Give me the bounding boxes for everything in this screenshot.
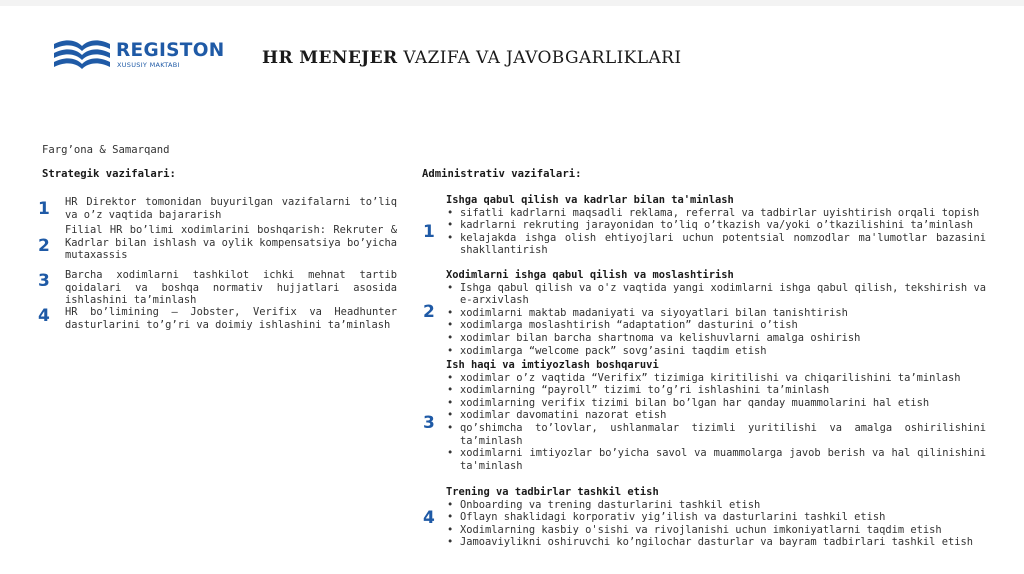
list-item: • xodimlar o’z vaqtida “Verifix” tizimiga kiritilishi va chiqarilishini ta’minlash <box>446 372 986 385</box>
list-item: • xodimlar davomatini nazorat etish <box>446 409 986 422</box>
registon-logo <box>52 34 225 78</box>
bullet-list <box>446 207 986 257</box>
list-item: • xodimlarni maktab madaniyati va siyoyatlari bilan tanishtirish <box>446 307 986 320</box>
admin-number-3: 3 <box>423 413 435 433</box>
admin-block-title: Ish haqi va imtiyozlash boshqaruvi <box>446 359 659 371</box>
bullet-list <box>446 372 986 473</box>
strategic-heading: Strategik vazifalari: <box>42 168 176 180</box>
strategic-item-1: HR Direktor tomonidan buyurilgan vazifalarni to’liq va o’z vaqtida bajararish <box>65 196 397 221</box>
admin-number-1: 1 <box>423 222 435 242</box>
list-item: • xodimlarning verifix tizimi bilan bo’lgan har qanday muammolarini hal etish <box>446 397 986 410</box>
list-item: • Onboarding va trening dasturlarini tashkil etish <box>446 499 986 512</box>
strategic-number-2: 2 <box>38 236 50 256</box>
admin-block-onboarding <box>446 269 986 357</box>
admin-block-payroll <box>446 359 986 472</box>
list-item: • xodimlarni imtiyozlar bo’yicha savol va muammolarga javob berish va hal qilinishini ta'minlash <box>446 447 986 472</box>
admin-block-training <box>446 486 986 549</box>
admin-number-4: 4 <box>423 508 435 528</box>
list-item: • Jamoaviylikni oshiruvchi ko’ngilochar dasturlar va bayram tadbirlari tashkil etish <box>446 536 986 549</box>
list-item: • sifatli kadrlarni maqsadli reklama, referral va tadbirlar uyishtirish orqali topish <box>446 207 986 220</box>
strategic-number-4: 4 <box>38 306 50 326</box>
list-item: • xodimlarga “welcome pack” sovg’asini taqdim etish <box>446 345 986 358</box>
book-wave-icon <box>52 34 112 76</box>
admin-block-title: Xodimlarni ishga qabul qilish va moslashtirish <box>446 269 734 281</box>
brand-subtitle: XUSUSIY MAKTABI <box>117 61 180 69</box>
admin-number-2: 2 <box>423 302 435 322</box>
list-item: • Ishga qabul qilish va o'z vaqtida yangi xodimlarni ishga qabul qilish, tekshirish va e-arxivlash <box>446 282 986 307</box>
strategic-item-4: HR bo’limining – Jobster, Verifix va Headhunter dasturlarini to’g’ri va doimiy ishlashini ta’minlash <box>65 306 397 331</box>
title-rest: VAZIFA VA JAVOBGARLIKLARI <box>397 48 682 68</box>
admin-block-recruiting <box>446 194 986 257</box>
list-item: • xodimlarning “payroll” tizimi to’g’ri ishlashini ta’minlash <box>446 384 986 397</box>
bullet-list <box>446 499 986 549</box>
list-item: • kadrlarni rekruting jarayonidan to’liq o’tkazish va/yoki o’tkazilishini ta’minlash <box>446 219 986 232</box>
list-item: • kelajakda ishga olish ehtiyojlari uchun potentsial nomzodlar ma'lumotlar bazasini shakllantirish <box>446 232 986 257</box>
bullet-list <box>446 282 986 358</box>
title-bold: HR MENEJER <box>262 48 398 68</box>
strategic-number-1: 1 <box>38 199 50 219</box>
strategic-item-2: Filial HR bo’limi xodimlarini boshqarish: Rekruter & Kadrlar bilan ishlash va oylik kompensatsiya bo’yicha mutaxassis <box>65 224 397 262</box>
list-item: • xodimlarga moslashtirish “adaptation” dasturini o’tish <box>446 319 986 332</box>
admin-block-title: Ishga qabul qilish va kadrlar bilan ta'minlash <box>446 194 734 206</box>
list-item: • Xodimlarning kasbiy o'sishi va rivojlanishi uchun imkoniyatlarni taqdim etish <box>446 524 986 537</box>
list-item: • Oflayn shaklidagi korporativ yig’ilish va dasturlarini tashkil etish <box>446 511 986 524</box>
list-item: • xodimlar bilan barcha shartnoma va kelishuvlarni amalga oshirish <box>446 332 986 345</box>
admin-block-title: Trening va tadbirlar tashkil etish <box>446 486 659 498</box>
admin-heading: Administrativ vazifalari: <box>422 168 582 180</box>
top-bar <box>0 0 1024 6</box>
brand-name: REGISTON <box>116 40 225 61</box>
strategic-item-3: Barcha xodimlarni tashkilot ichki mehnat tartib qoidalari va boshqa normativ hujjatlari asosida ishlashini ta’minlash <box>65 269 397 307</box>
list-item: • qo’shimcha to’lovlar, ushlanmalar tizimli yuritilishi va amalga oshirilishini ta’minlash <box>446 422 986 447</box>
page-title <box>262 48 681 68</box>
location-subtitle: Farg’ona & Samarqand <box>42 144 170 156</box>
strategic-number-3: 3 <box>38 271 50 291</box>
